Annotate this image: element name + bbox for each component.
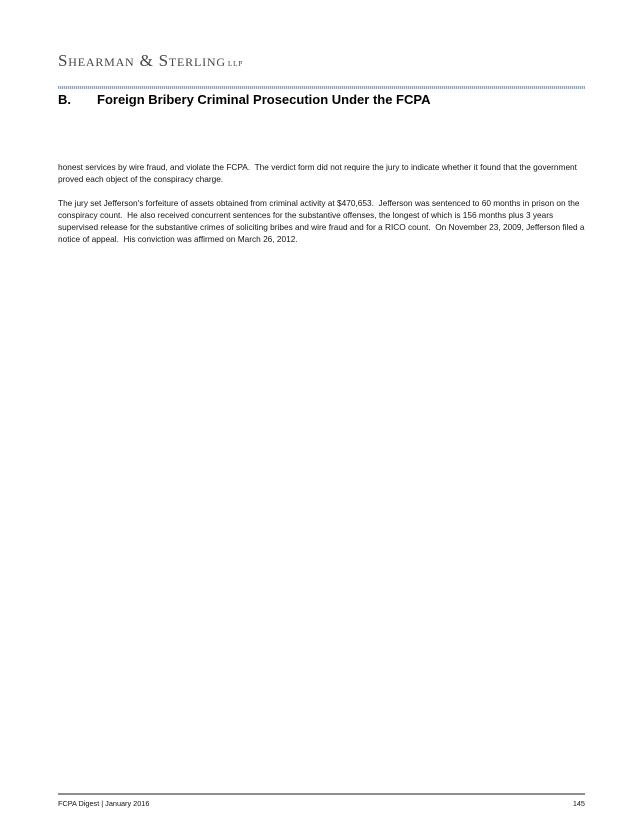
body-text-block (58, 161, 586, 257)
body-paragraph: The jury set Jefferson's forfeiture of assets obtained from criminal activity at $470,653. Jefferson was sentenced to 60 months in prison on the conspiracy count. He also received concurrent sentences for the substantive offenses, the longest of which is 156 months plus 3 years supervised release for the substantive crimes of soliciting bribes and wire fraud and for a RICO count. On November 23, 2009, Jefferson filed a notice of appeal. His conviction was affirmed on March 26, 2012. (58, 198, 587, 244)
footer-rule (58, 793, 585, 795)
firm-logo-llp-suffix: LLP (227, 59, 243, 68)
page-footer (58, 799, 585, 809)
header-hatched-rule (58, 86, 585, 89)
firm-logo-name: Shearman & Sterling (58, 51, 226, 70)
footer-page-number: 145 (572, 799, 585, 808)
section-heading-title: Foreign Bribery Criminal Prosecution Under the FCPA (97, 92, 431, 107)
firm-logo (58, 52, 243, 73)
section-heading-number: B. (58, 92, 71, 107)
section-heading (58, 92, 585, 108)
footer-doc-title: FCPA Digest | January 2016 (58, 799, 150, 808)
body-paragraph: honest services by wire fraud, and violate the FCPA. The verdict form did not require the jury to indicate whether it found that the government proved each object of the conspiracy charge. (58, 162, 580, 184)
